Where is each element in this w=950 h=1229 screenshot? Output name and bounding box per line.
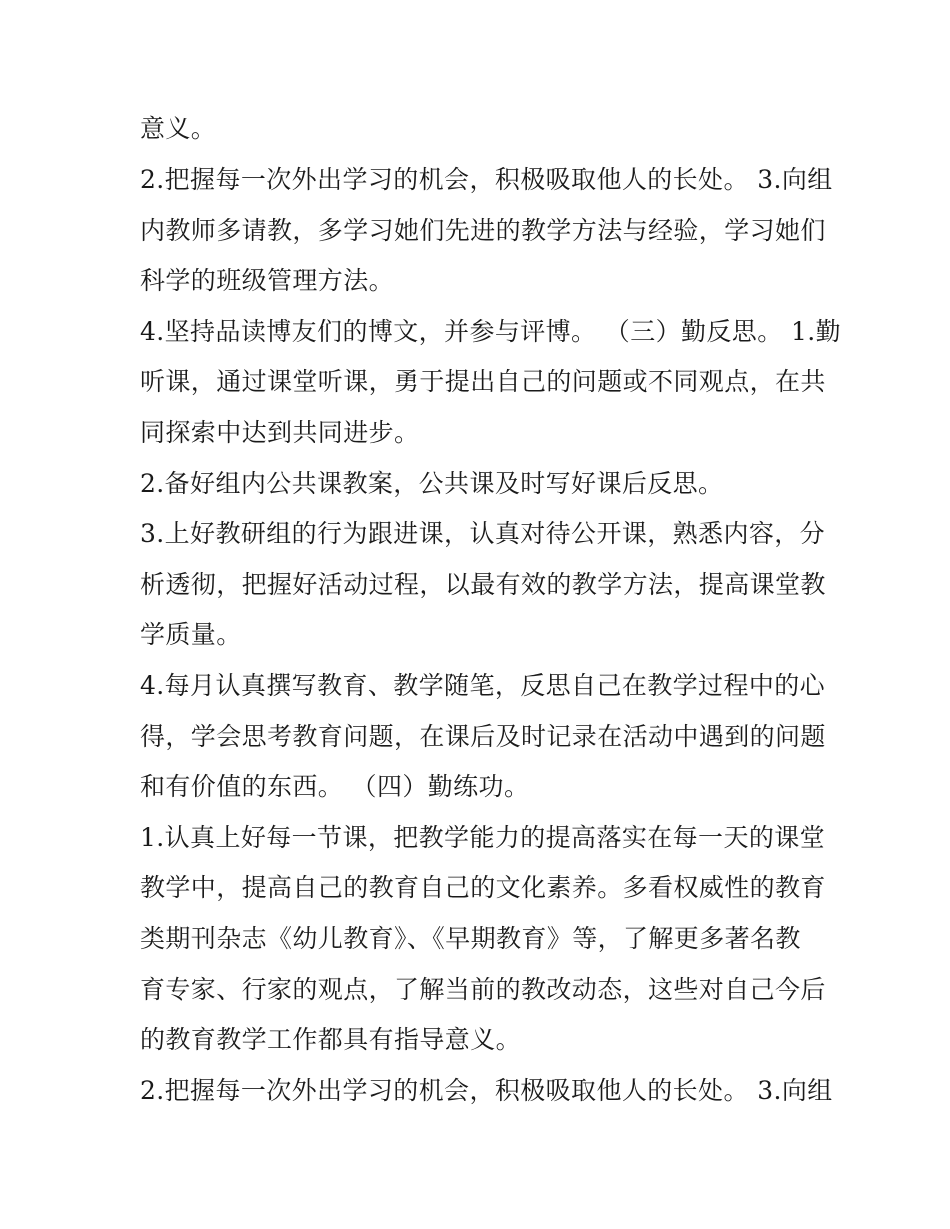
- text-line: 的教育教学工作都具有指导意义。: [140, 1025, 522, 1054]
- text-line: 2.备好组内公共课教案，公共课及时写好课后反思。: [140, 469, 724, 498]
- text-line: 4.坚持品读博友们的博文，并参与评博。 （三）勤反思。 1.勤: [140, 317, 842, 346]
- text-line: 2.把握每一次外出学习的机会，积极吸取他人的长处。 3.向组: [140, 1076, 833, 1105]
- text-line: 1.认真上好每一节课，把教学能力的提高落实在每一天的课堂: [140, 823, 826, 852]
- text-line: 教学中，提高自己的教育自己的文化素养。多看权威性的教育: [140, 873, 826, 902]
- text-line: 意义。: [140, 114, 217, 143]
- text-line: 析透彻，把握好活动过程，以最有效的教学方法，提高课堂教: [140, 570, 826, 599]
- text-line: 2.把握每一次外出学习的机会，积极吸取他人的长处。 3.向组: [140, 165, 833, 194]
- text-line: 3.上好教研组的行为跟进课，认真对待公开课，熟悉内容，分: [140, 519, 826, 548]
- text-line: 学质量。: [140, 620, 242, 649]
- text-line: 得，学会思考教育问题，在课后及时记录在活动中遇到的问题: [140, 722, 826, 751]
- text-line: 育专家、行家的观点，了解当前的教改动态，这些对自己今后: [140, 975, 826, 1004]
- text-line: 同探索中达到共同进步。: [140, 418, 420, 447]
- text-line: 科学的班级管理方法。: [140, 266, 395, 295]
- text-line: 听课，通过课堂听课，勇于提出自己的问题或不同观点，在共: [140, 367, 826, 396]
- text-line: 类期刊杂志《幼儿教育》、《早期教育》等，了解更多著名教: [140, 924, 801, 953]
- text-line: 4.每月认真撰写教育、教学随笔，反思自己在教学过程中的心: [140, 671, 826, 700]
- text-line: 内教师多请教，多学习她们先进的教学方法与经验，学习她们: [140, 216, 826, 245]
- text-line: 和有价值的东西。 （四）勤练功。: [140, 772, 530, 801]
